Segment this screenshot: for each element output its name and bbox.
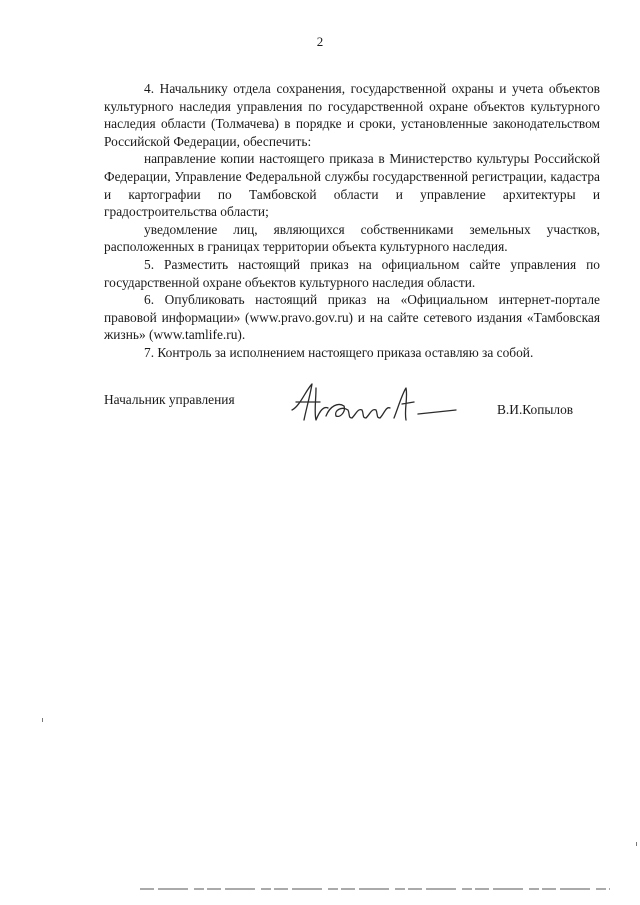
- handwritten-signature: [286, 380, 466, 428]
- signature-block: [0, 380, 640, 440]
- paragraph-item-7: 7. Контроль за исполнением настоящего приказа оставляю за собой.: [144, 344, 534, 360]
- paragraph-owner-notification: уведомление лиц, являющихся собственниками земельных участков, расположенных в границах территории объекта культурного наследия.: [104, 221, 600, 255]
- paragraph-item-4: 4. Начальнику отдела сохранения, государственной охраны и учета объектов культурного наследия управления по государственной охране объектов культурного наследия области (Толмачева) в порядке и сроки, установленные законодательством Российской Федерации, обеспечить:: [104, 81, 600, 149]
- scan-artifact-mark: [42, 718, 43, 722]
- page-number: 2: [316, 34, 324, 49]
- signatory-title: Начальник управления: [104, 392, 235, 407]
- paragraph-copy-direction: направление копии настоящего приказа в Министерство культуры Российской Федерации, Управление Федеральной службы государственной регистрации, кадастра и картографии по Тамбовской области и управление архитектуры и градостроительства области;: [104, 151, 600, 220]
- signatory-name: В.И.Копылов: [497, 402, 574, 417]
- document-body: [104, 80, 600, 362]
- paragraph-item-5: 5. Разместить настоящий приказ на официальном сайте управления по государственной охране объектов культурного наследия области.: [104, 256, 600, 290]
- paragraph-item-6: 6. Опубликовать настоящий приказ на «Официальном интернет-портале правовой информации» (www.pravo.gov.ru) и на сайте сетевого издания «Тамбовская жизнь» (www.tamlife.ru).: [104, 292, 600, 343]
- bottom-dashed-rule: [140, 888, 610, 890]
- scan-artifact-mark: [636, 842, 637, 846]
